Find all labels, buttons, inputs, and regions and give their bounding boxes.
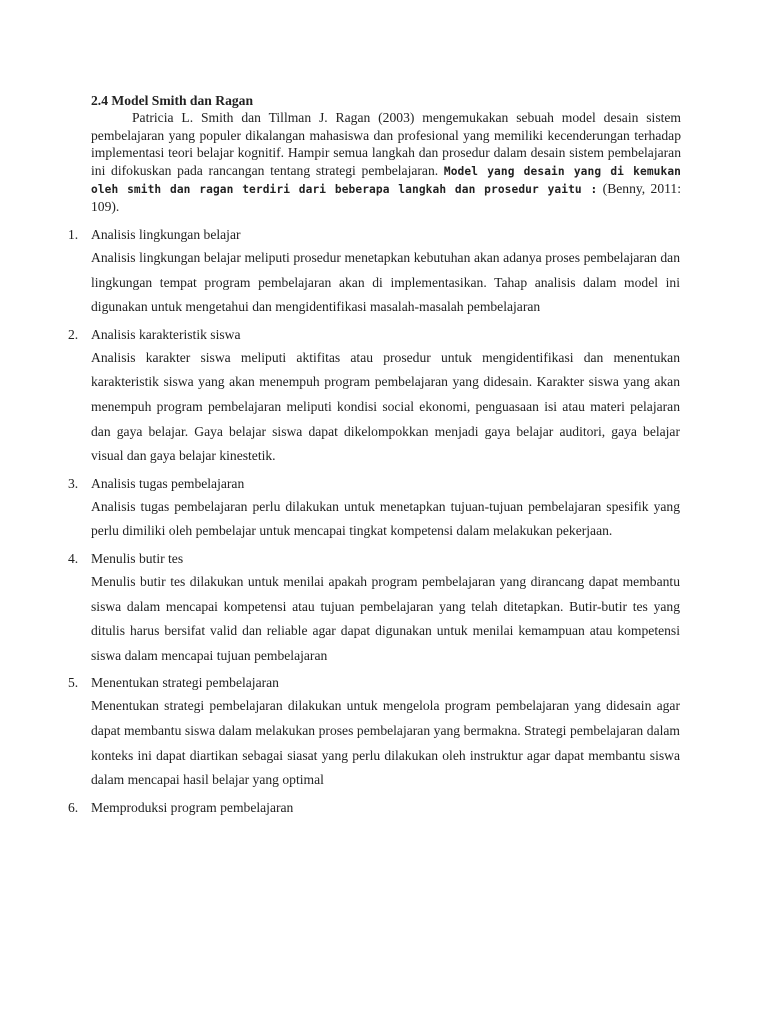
- list-item: [68, 672, 680, 792]
- list-item: [68, 224, 680, 320]
- list-item-body: Analisis tugas pembelajaran perlu dilakukan untuk menetapkan tujuan-tujuan pembelajaran spesifik yang perlu dimiliki oleh pembelajar untuk mencapai tingkat kompetensi dalam melakukan pekerjaan.: [91, 498, 680, 539]
- list-item: [68, 797, 680, 819]
- list-item-number: 5.: [68, 675, 79, 691]
- list-item-header: [68, 672, 680, 694]
- list-item-number: 2.: [68, 326, 79, 342]
- list-item-title: Analisis lingkungan belajar: [91, 227, 241, 242]
- list-item-number: 3.: [68, 475, 79, 491]
- list-item-header: [68, 224, 680, 246]
- list-item-header: [68, 548, 680, 570]
- list-item-number: 1.: [68, 227, 79, 242]
- list-item-number: 4.: [68, 550, 79, 566]
- list-item-body: Analisis lingkungan belajar meliputi prosedur menetapkan kebutuhan akan adanya proses pembelajaran dan lingkungan tempat program pembelajaran akan di implementasikan. Tahap analisis dalam model ini digunakan untuk mengetahui dan mengidentifikasi masalah-masalah pembelajaran: [91, 250, 680, 315]
- intro-paragraph: [91, 109, 681, 215]
- list-item-header: [68, 324, 680, 346]
- list-item-title: Menulis butir tes: [91, 550, 184, 566]
- list-item-body: Menentukan strategi pembelajaran dilakukan untuk mengelola program pembelajaran yang didesain agar dapat membantu siswa dalam melakukan proses pembelajaran yang bermakna. Strategi pembelajaran dalam konteks ini dapat diartikan sebagai siasat yang perlu dilakukan oleh instruktur agar dapat membantu siswa dalam mencapai hasil belajar yang optimal: [91, 698, 680, 788]
- steps-list: [68, 224, 680, 823]
- list-item: [68, 548, 680, 668]
- intro-citation: (Benny, 2011: 109).: [91, 181, 681, 215]
- list-item-title: Menentukan strategi pembelajaran: [91, 675, 279, 691]
- list-item: [68, 473, 680, 544]
- section-intro: [91, 92, 681, 216]
- intro-bold-text: Model yang desain yang di kemukan oleh smith dan ragan terdiri dari beberapa langkah dan prosedur yaitu :: [91, 164, 681, 197]
- list-item-body: Menulis butir tes dilakukan untuk menilai apakah program pembelajaran yang dirancang dapat membantu siswa dalam mencapai kompetensi atau tujuan pembelajaran yang telah ditetapkan. Butir-butir tes yang ditulis harus bersifat valid dan reliable agar dapat digunakan untuk menilai kemampuan atau kompetensi siswa dalam mencapai tujuan pembelajaran: [91, 573, 680, 663]
- list-item-header: [68, 473, 680, 495]
- intro-indent: [91, 110, 132, 125]
- list-item-title: Memproduksi program pembelajaran: [91, 799, 294, 815]
- list-item-header: [68, 797, 680, 819]
- section-heading: 2.4 Model Smith dan Ragan: [91, 93, 254, 108]
- list-item-number: 6.: [68, 799, 79, 815]
- list-item: [68, 324, 680, 469]
- list-item-body: Analisis karakter siswa meliputi aktifitas atau prosedur untuk mengidentifikasi dan menentukan karakteristik siswa yang akan menempuh program pembelajaran yang didesain. Karakter siswa yang akan menempuh program pembelajaran meliputi kondisi social ekonomi, penguasaan isi atau materi pelajaran dan gaya belajar. Gaya belajar siswa dapat dikelompokkan menjadi gaya belajar auditori, gaya belajar visual dan gaya belajar kinestetik.: [91, 349, 680, 464]
- list-item-title: Analisis karakteristik siswa: [91, 326, 241, 342]
- intro-text: Patricia L. Smith dan Tillman J. Ragan (2003) mengemukakan sebuah model desain sistem pembelajaran yang populer dikalangan mahasiswa dan profesional yang memiliki kecenderungan terhadap implementasi teori belajar kognitif. Hampir semua langkah dan prosedur dalam desain sistem pembelajaran ini difokuskan pada rancangan tentang strategi pembelajaran.: [91, 110, 681, 178]
- list-item-title: Analisis tugas pembelajaran: [91, 475, 245, 491]
